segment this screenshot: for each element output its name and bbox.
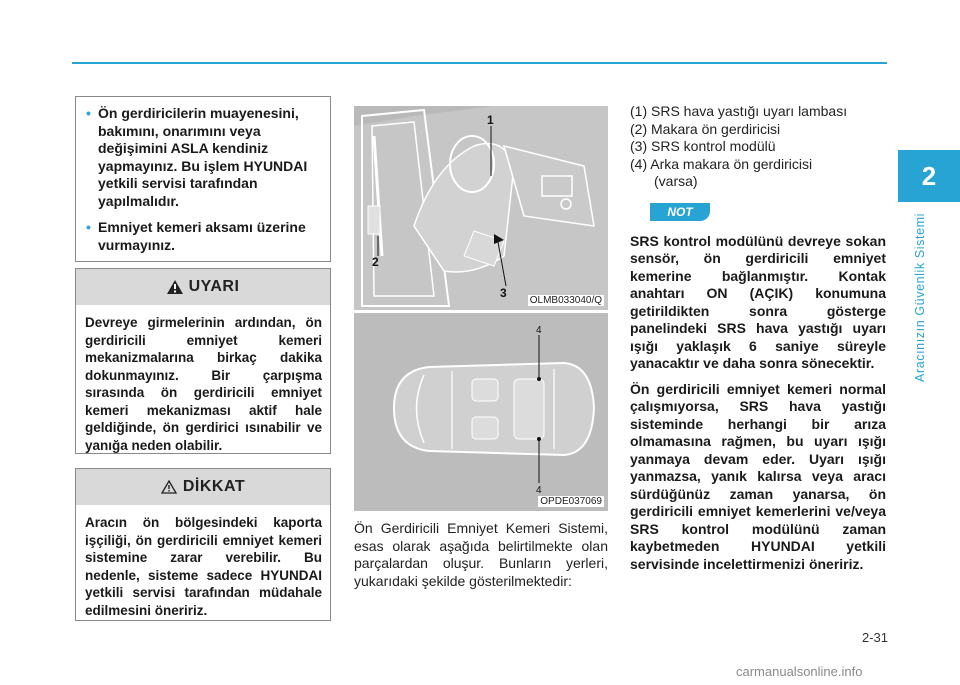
chapter-title: Aracınızın Güvenlik Sistemi <box>913 212 927 382</box>
caution-box <box>75 468 331 621</box>
chapter-number-tab <box>898 150 960 202</box>
warning-box <box>75 268 331 454</box>
callout-1: 1 <box>487 113 494 127</box>
caution-title: DİKKAT <box>182 478 246 495</box>
caution-text: Aracın ön bölgesindeki kaporta işçiliği, ön gerdiricili emniyet kemeri sistemine zarar verebilir. Bu nedenle, sisteme sadece HYUNDAI yetkili servisi tarafından müdahale edilmesini öneririz. <box>85 515 322 618</box>
header-rule <box>72 62 887 64</box>
parts-list-item: (2) Makara ön gerdiricisi <box>630 120 781 137</box>
interior-drawing <box>354 106 608 310</box>
parts-list-item: (1) SRS hava yastığı uyarı lambası <box>630 103 848 119</box>
note-badge: NOT <box>650 203 710 221</box>
callout-4-top: 4 <box>536 325 542 336</box>
warning-triangle-icon <box>167 280 183 294</box>
callout-2: 2 <box>372 255 379 269</box>
callout-3: 3 <box>500 286 507 300</box>
bullet-item: • Ön gerdiricilerin muayenesini, bakımını, onarımını veya değişimini ASLA kendiniz yapmayınız. Bu işlem HYUNDAI yetkili servisi tarafından yapılmalıdır. <box>86 105 308 209</box>
caution-triangle-icon <box>161 480 177 494</box>
interior-illustration <box>354 106 608 310</box>
topview-illustration <box>354 313 608 511</box>
watermark-text: carmanualsonline.info <box>736 664 863 679</box>
chapter-number: 2 <box>921 160 937 191</box>
topview-drawing <box>354 313 608 511</box>
note-paragraph: Ön gerdiricili emniyet kemeri normal çalışmıyorsa, SRS hava yastığı sisteminde herhangi bir arıza olmamasına rağmen, bu uyarı ışığı yanmaya devam eder. Uyarı ışığı yanmazsa, yanık kalırsa veya aracı sürdüğünüz zaman yanarsa, ön gerdiricili emniyet kemerlerini ve/veya SRS kontrol modülünü zaman kaybetmeden HYUNDAI yetkili servisinde incelettirmenizi öneririz. <box>630 380 886 572</box>
bullet-dot-icon: • <box>86 105 91 121</box>
parts-list-item: (4) Arka makara ön gerdiricisi <box>630 155 813 172</box>
caution-header <box>76 469 330 505</box>
note-paragraph: SRS kontrol modülünü devreye sokan sensör, ön gerdiricili emniyet kemerine bağlanmıştır. Kontak anahtarı ON (AÇIK) konumuna getirildikten sonra gösterge panelindeki SRS hava yastığı uyarı ışığı yaklaşık 6 saniye süreyle yanacaktır ve daha sonra sönecektir. <box>630 232 886 371</box>
intro-paragraph: Ön Gerdiricili Emniyet Kemeri Sistemi, esas olarak aşağıda belirtilmekte olan parçalardan oluşur. Bunların yerleri, yukarıdaki şekilde gösterilmektedir: <box>354 520 608 589</box>
info-bullet-box <box>75 96 331 262</box>
figure-code: OPDE037069 <box>540 496 602 507</box>
bullet-item: • Emniyet kemeri aksamı üzerine vurmayınız. <box>86 219 306 253</box>
figure-code: OLMB033040/Q <box>529 295 602 306</box>
warning-header <box>76 269 330 305</box>
bullet-dot-icon: • <box>86 219 91 235</box>
parts-list-item-continued: (varsa) <box>654 173 698 189</box>
parts-list-item: (3) SRS kontrol modülü <box>630 138 776 154</box>
right-column <box>630 103 886 573</box>
page-number: 2-31 <box>862 630 889 645</box>
warning-title: UYARI <box>188 278 240 295</box>
callout-4-bottom: 4 <box>536 485 542 496</box>
warning-text: Devreye girmelerinin ardından, ön gerdiricili emniyet kemeri mekanizmalarına birkaç dakika dokunmayınız. Bir çarpışma sırasında ön gerdiricili emniyet kemeri mekanizması aktif hale geldiğinde, ön gerdirici ısınabilir ve yanığa neden olabilir. <box>85 315 322 453</box>
